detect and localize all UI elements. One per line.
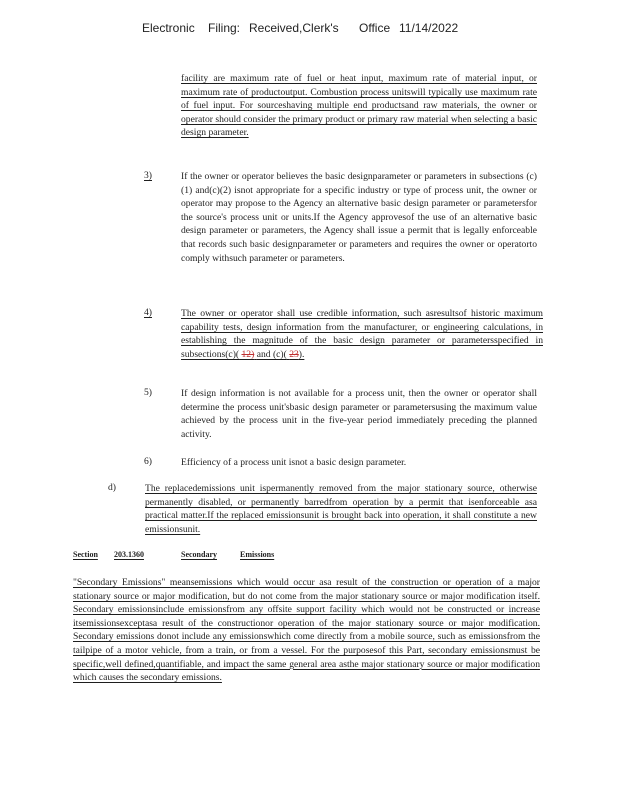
item-5-text: If design information is not available for a process unit, then the owner or operator shall determine the process unit'sbasic design parameter or parametersusing the maximum value achieved by the process unit in the five-year period immediately preceding the planned activity. [181, 388, 537, 440]
section-title-1: Secondary [181, 550, 217, 559]
item-6-text: Efficiency of a process unit isnot a basic design parameter. [181, 457, 407, 468]
header-electronic: Electronic [142, 21, 195, 35]
section-number: 203.1360 [114, 550, 144, 559]
section-title-2: Emissions [240, 550, 275, 559]
header-date: 11/14/2022 [399, 21, 459, 35]
header-received: Received,Clerk's [249, 21, 339, 35]
item-4-text [181, 307, 543, 361]
item-3-number: 3) [144, 170, 152, 181]
item-4-strike-1: 12) [241, 348, 255, 360]
intro-paragraph: facility are maximum rate of fuel or heat input, maximum rate of material input, or maximum rate of productoutput. Combustion process unitswill typically use maximum rate of fuel input. For sourceshaving multiple end productsand raw materials, the owner or operator should consider the primary product or primary raw material when selecting a basic design parameter. [181, 73, 537, 139]
item-4-strike-2: 23 [289, 348, 299, 360]
item-4-and: and (c)( [256, 348, 287, 360]
section-label: Section [73, 550, 98, 559]
item-4-number: 4) [144, 307, 152, 318]
item-4-end: ). [298, 348, 305, 360]
item-d-text: The replacedemissions unit ispermanently removed from the major stationary source, otherwise permanently disabled, or permanently barredfrom operation by a permit that isenforceable asa practical matter.If the replaced emissionsunit is brought back into operation, it shall constitute a new emissionsunit. [145, 483, 537, 535]
item-3-text: If the owner or operator believes the basic designparameter or parameters in subsections (c)(1) and(c)(2) isnot appropriate for a specific industry or type of process unit, the owner or operator may propose to the Agency an alternative basic design parameter or parametersfor the source's process unit or units.If the Agency approvesof the use of an alternative basic design parameter or parameters, the Agency shall issue a permit that is legally enforceable that records such basic designparameter or parameters and requires the owner or operatorto comply withsuch parameter or parameters. [181, 171, 537, 264]
header-filing: Filing: [208, 21, 241, 35]
header-office: Office [359, 21, 391, 35]
section-body: "Secondary Emissions" meansemissions which would occur asa result of the construction or operation of a major stationary source or major modification, but do not come from the major stationary source or major modification itself. Secondary emissionsinclude emissionsfrom any offsite support facility which would not be constructed or increase itsemissionsexceptasa result of the constructionor operation of the major stationary source or major modification. Secondary emissions donot include any emissionswhich come directly from a mobile source, such as emissionsfrom the tailpipe of a motor vehicle, from a train, or from a vessel. For the purposesof this Part, secondary emissionsmust be specific,well defined,quantifiable, and impact the same general area asthe major stationary source or major modification which causes the secondary emissions. [73, 577, 540, 684]
item-5-number: 5) [144, 387, 152, 398]
item-d-letter: d) [108, 482, 116, 493]
item-6-number: 6) [144, 456, 152, 467]
item-4-main: The owner or operator shall use credible information, such asresultsof historic maximum capability tests, design information from the manufacturer, or engineering calculations, in establishing the magnitude of the basic design parameter or parametersspecified in subsections(c)( [181, 308, 543, 360]
